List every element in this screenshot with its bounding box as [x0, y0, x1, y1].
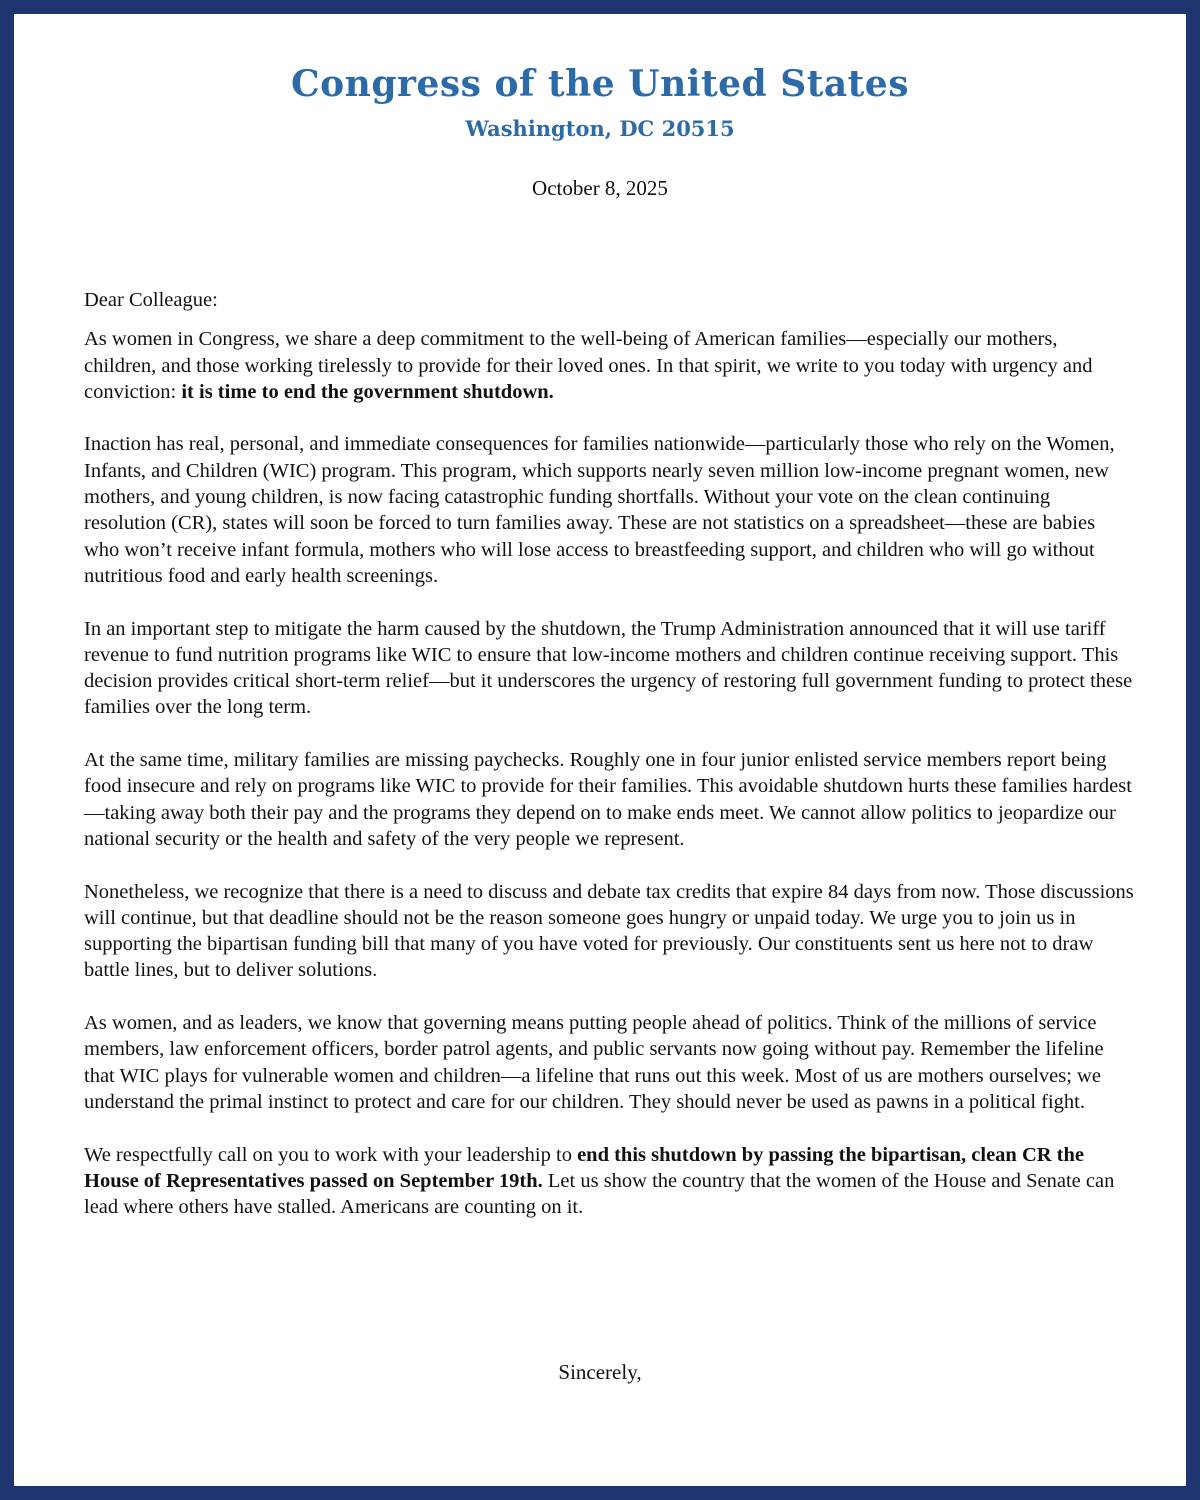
- paragraph-7-text-before: We respectfully call on you to work with your leadership to: [84, 1143, 578, 1166]
- paragraph-7-text-after: Let us show the country that the women of the House and Senate can lead where others have stalled. Americans are counting on it.: [84, 1169, 1115, 1219]
- letter-date: October 8, 2025: [532, 176, 668, 200]
- letterhead-address: Washington, DC 20515: [465, 116, 735, 141]
- letter-body: [84, 287, 1134, 1247]
- closing: Sincerely,: [558, 1360, 642, 1384]
- paragraph-2: Inaction has real, personal, and immediate consequences for families nationwide—particularly those who rely on the Women, Infants, and Children (WIC) program. This program, which supports nearly seven million low-income pregnant women, new mothers, and young children, is now facing catastrophic funding shortfalls. Without your vote on the clean continuing resolution (CR), states will soon be forced to turn families away. These are not statistics on a spreadsheet—these are babies who won’t receive infant formula, mothers who will lose access to breastfeeding support, and children who will go without nutritious food and early health screenings.: [84, 433, 1115, 587]
- paragraph-7-emphasis: end this shutdown by passing the bipartisan, clean CR the House of Representatives passed on September 19th.: [84, 1143, 1085, 1192]
- paragraph-3: In an important step to mitigate the harm caused by the shutdown, the Trump Administration announced that it will use tariff revenue to fund nutrition programs like WIC to ensure that low-income mothers and children continue receiving support. This decision provides critical short-term relief—but it underscores the urgency of restoring full government funding to protect these families over the long term.: [84, 617, 1133, 719]
- letterhead-title: Congress of the United States: [291, 63, 909, 105]
- salutation: Dear Colleague:: [84, 289, 218, 311]
- paragraph-1-emphasis: it is time to end the government shutdown.: [181, 380, 554, 403]
- paragraph-6: As women, and as leaders, we know that governing means putting people ahead of politics. Think of the millions of service members, law enforcement officers, border patrol agents, and public servants now going without pay. Remember the lifeline that WIC plays for vulnerable women and children—a lifeline that runs out this week. Most of us are mothers ourselves; we understand the primal instinct to protect and care for our children. They should never be used as pawns in a political fight.: [84, 1012, 1104, 1113]
- paragraph-1: [84, 326, 1134, 405]
- paragraph-4: At the same time, military families are missing paychecks. Roughly one in four junior enlisted service members report being food insecure and rely on programs like WIC to provide for their families. This avoidable shutdown hurts these families hardest—taking away both their pay and the programs they depend on to make ends meet. We cannot allow politics to jeopardize our national security or the health and safety of the very people we represent.: [84, 749, 1132, 850]
- letter-page: [14, 14, 1186, 1486]
- paragraph-7: [84, 1142, 1134, 1221]
- paragraph-1-text: As women in Congress, we share a deep commitment to the well-being of American families—especially our mothers, children, and those working tirelessly to provide for their loved ones. In that spirit, we write to you today with urgency and conviction:: [84, 328, 1093, 403]
- paragraph-5: Nonetheless, we recognize that there is a need to discuss and debate tax credits that expire 84 days from now. Those discussions will continue, but that deadline should not be the reason someone goes hungry or unpaid today. We urge you to join us in supporting the bipartisan funding bill that many of you have voted for previously. Our constituents sent us here not to draw battle lines, but to deliver solutions.: [84, 880, 1134, 982]
